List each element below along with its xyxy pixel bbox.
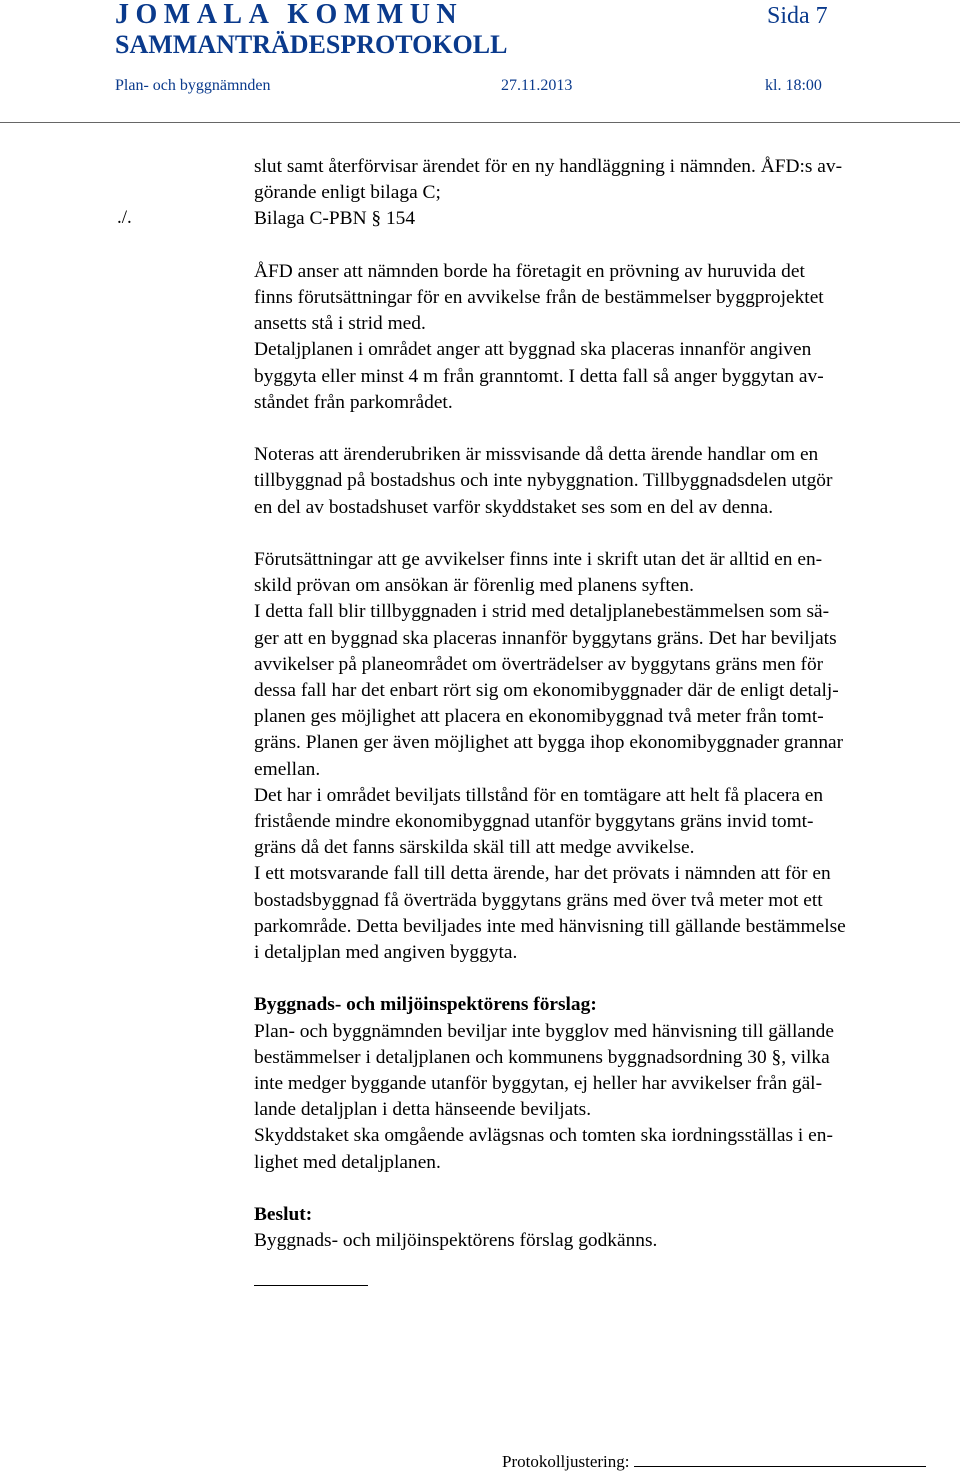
text-line: I ett motsvarande fall till detta ärende, har det prövats i nämnden att för en <box>254 863 831 885</box>
proposal-paragraph <box>254 1019 958 1176</box>
text-line: ståndet från parkområdet. <box>254 391 453 413</box>
text-line: Skyddstaket ska omgående avlägsnas och tomten ska iordningsställas i en- <box>254 1125 833 1147</box>
text-line: avvikelser på planeområdet om överträdelser av byggytans gräns men för <box>254 653 824 675</box>
page-header <box>0 0 960 125</box>
text-line: en del av bostadshuset varför skyddstaket ses som en del av denna. <box>254 496 774 518</box>
page-number: Sida 7 <box>767 3 828 29</box>
text-line: görande enligt bilaga C; <box>254 182 441 204</box>
page-footer <box>502 1452 926 1472</box>
text-line: byggyta eller minst 4 m från granntomt. I detta fall så anger byggytan av- <box>254 365 824 387</box>
committee-name: Plan- och byggnämnden <box>115 77 271 94</box>
closing-divider <box>254 1285 368 1286</box>
text-line: bostadsbyggnad få överträda byggytans gräns med över två meter mot ett <box>254 889 823 911</box>
text-line: skild prövan om ansökan är förenlig med planens syften. <box>254 575 694 597</box>
org-name: JOMALA KOMMUN <box>115 0 464 30</box>
text-line: inte medger byggande utanför byggytan, ej heller har avvikelser från gäl- <box>254 1073 823 1095</box>
text-line: finns förutsättningar för en avvikelse från de bestämmelser byggprojektet <box>254 287 824 308</box>
intro-paragraph <box>254 154 958 233</box>
text-line: I detta fall blir tillbyggnaden i strid med detaljplanebestämmelsen som sä- <box>254 601 830 623</box>
decision-paragraph <box>254 1228 958 1254</box>
text-line: bestämmelser i detaljplanen och kommunens byggnadsordning 30 §, vilka <box>254 1046 830 1068</box>
text-line: lighet med detaljplanen. <box>254 1151 441 1173</box>
text-line: planen ges möjlighet att placera en ekonomibyggnad två meter från tomt- <box>254 706 824 728</box>
text-line: tillbyggnad på bostadshus och inte nybyggnation. Tillbyggnadsdelen utgör <box>254 470 833 492</box>
text-line: Byggnads- och miljöinspektörens förslag godkänns. <box>254 1230 658 1252</box>
text-line: emellan. <box>254 758 321 780</box>
meeting-date: 27.11.2013 <box>501 77 573 94</box>
text-line: slut samt återförvisar ärendet för en ny handläggning i nämnden. ÅFD:s av- <box>254 156 843 177</box>
text-line: Det har i området beviljats tillstånd för en tomtägare att helt få placera en <box>254 784 824 806</box>
text-line: ÅFD anser att nämnden borde ha företagit en prövning av huruvida det <box>254 260 805 282</box>
text-line: i detaljplan med angiven byggyta. <box>254 942 518 964</box>
document-body <box>254 154 958 1254</box>
proposal-heading: Byggnads- och miljöinspektörens förslag: <box>254 994 597 1016</box>
protocol-verification-label: Protokolljustering: <box>502 1452 630 1471</box>
text-line: fristående mindre ekonomibyggnad utanför byggytans gräns invid tomt- <box>254 811 814 833</box>
text-line: Förutsättningar att ge avvikelser finns inte i skrift utan det är alltid en en- <box>254 549 823 570</box>
text-line: parkområde. Detta beviljades inte med hänvisning till gällande bestämmelse <box>254 915 846 937</box>
decision-heading: Beslut: <box>254 1204 313 1226</box>
text-line: Detaljplanen i området anger att byggnad ska placeras innanför angiven <box>254 339 812 361</box>
attachment-marker: ./. <box>117 207 132 228</box>
meeting-time: kl. 18:00 <box>765 77 822 94</box>
signature-line <box>634 1466 926 1467</box>
text-line: Noteras att ärenderubriken är missvisande då detta ärende handlar om en <box>254 444 819 466</box>
text-line: ansetts stå i strid med. <box>254 313 426 335</box>
conditions-paragraph <box>254 547 958 966</box>
note-paragraph <box>254 442 958 521</box>
text-line: gräns. Planen ger även möjlighet att bygga ihop ekonomibyggnader grannar <box>254 732 844 754</box>
text-line: dessa fall har det enbart rört sig om ekonomibyggnader där de enligt detalj- <box>254 680 839 702</box>
text-line: ger att en byggnad ska placeras innanför byggytans gräns. Det har beviljats <box>254 627 837 649</box>
afd-paragraph <box>254 259 958 416</box>
attachment-reference: Bilaga C-PBN § 154 <box>254 208 416 230</box>
text-line: gräns då det fanns särskilda skäl till att medge avvikelse. <box>254 837 695 859</box>
protocol-title: SAMMANTRÄDESPROTOKOLL <box>115 30 508 59</box>
text-line: Plan- och byggnämnden beviljar inte bygglov med hänvisning till gällande <box>254 1020 834 1042</box>
header-divider <box>0 122 960 123</box>
text-line: lande detaljplan i detta hänseende beviljats. <box>254 1099 592 1121</box>
